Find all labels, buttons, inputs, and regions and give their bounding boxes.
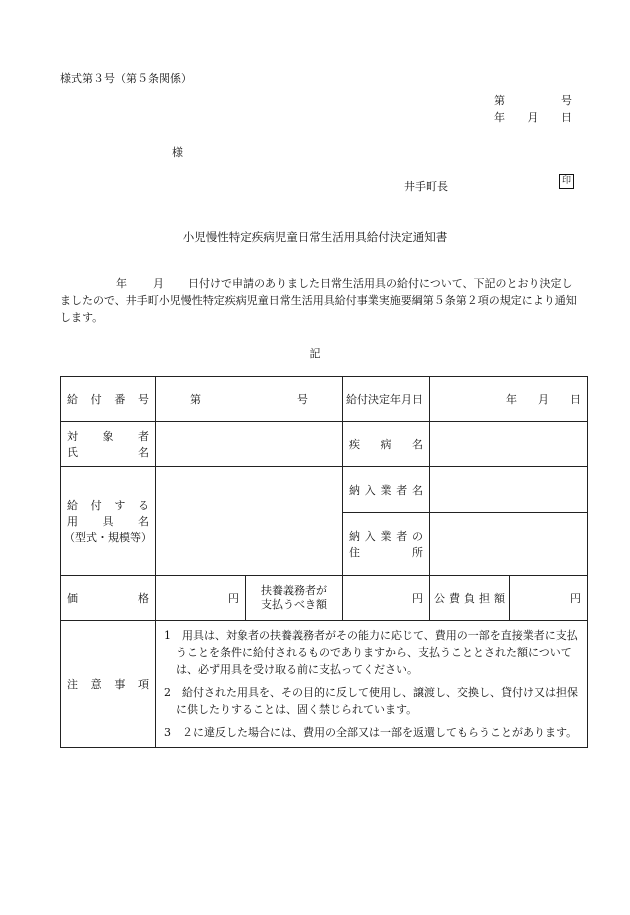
date-month: 月 — [527, 111, 539, 124]
decision-date-field[interactable]: 年 月 日 — [430, 377, 588, 422]
price-field[interactable]: 円 — [156, 576, 246, 621]
date-year: 年 — [494, 111, 505, 124]
decision-date-label: 給付決定年月日 — [343, 377, 430, 422]
addressee-honorific: 様 — [172, 146, 183, 159]
disease-field[interactable] — [430, 422, 588, 467]
document-date-line — [494, 109, 572, 125]
table-row — [61, 422, 588, 467]
vendor-name-field[interactable] — [430, 467, 588, 513]
vendor-address-label: 納 入 業 者 の 住 所 — [343, 513, 430, 576]
body-text: 日付けで申請のありました日常生活用具の給付について、下記のとおり決定しましたので、井手町小児慢性特定疾病児童日常生活用具給付事業実施要綱第５条第２項の規定により通知します。 — [60, 277, 577, 324]
table-row — [61, 621, 588, 748]
note-item: 2 給付された用具を、その目的に反して使用し、譲渡し、交換し、貸付け又は担保に供したりすることは、固く禁じられています。 — [164, 686, 578, 716]
form-number-label: 様式第３号（第５条関係） — [60, 72, 192, 85]
benefit-number-label: 給 付 番 号 — [61, 377, 156, 422]
notes-label: 注 意 事 項 — [61, 621, 156, 748]
benefit-table — [60, 376, 588, 748]
table-row — [61, 467, 588, 513]
subject-name-label: 対 象 者 氏 名 — [61, 422, 156, 467]
ki-heading: 記 — [309, 347, 321, 360]
note-item: 3 ２に違反した場合には、費用の全部又は一部を返還してもらうことがあります。 — [164, 726, 578, 739]
price-label: 価 格 — [61, 576, 156, 621]
issuer-name: 井手町長 — [404, 180, 448, 193]
support-amount-field[interactable]: 円 — [343, 576, 430, 621]
table-row — [61, 576, 588, 621]
document-number-line — [494, 92, 572, 108]
device-name-label: 給 付 す る 用 具 名 （型式・規模等） — [61, 467, 156, 576]
table-row — [61, 377, 588, 422]
device-name-field[interactable] — [156, 467, 343, 576]
body-year: 年 — [116, 277, 127, 290]
public-burden-label: 公 費 負 担 額 — [430, 576, 510, 621]
note-item: 1 用具は、対象者の扶養義務者がその能力に応じて、費用の一部を直接業者に支払うことを条件に給付されるものでありますから、支払うこととされた額については、必ず用具を受け取る前に支払ってください。 — [164, 629, 578, 676]
body-paragraph — [60, 275, 580, 326]
seal-mark: 印 — [559, 174, 574, 189]
subject-name-field[interactable] — [156, 422, 343, 467]
support-amount-label: 扶養義務者が 支払うべき額 — [246, 576, 343, 621]
benefit-number-field[interactable]: 第 号 — [156, 377, 343, 422]
document-title: 小児慢性特定疾病児童日常生活用具給付決定通知書 — [182, 230, 448, 244]
public-burden-field[interactable]: 円 — [510, 576, 588, 621]
date-day: 日 — [561, 111, 572, 124]
notes-content — [156, 621, 588, 748]
body-month: 月 — [153, 277, 164, 290]
vendor-name-label: 納 入 業 者 名 — [343, 467, 430, 513]
vendor-address-field[interactable] — [430, 513, 588, 576]
document-number-prefix: 第 — [494, 94, 505, 107]
disease-label: 疾 病 名 — [343, 422, 430, 467]
document-number-suffix: 号 — [561, 94, 572, 107]
